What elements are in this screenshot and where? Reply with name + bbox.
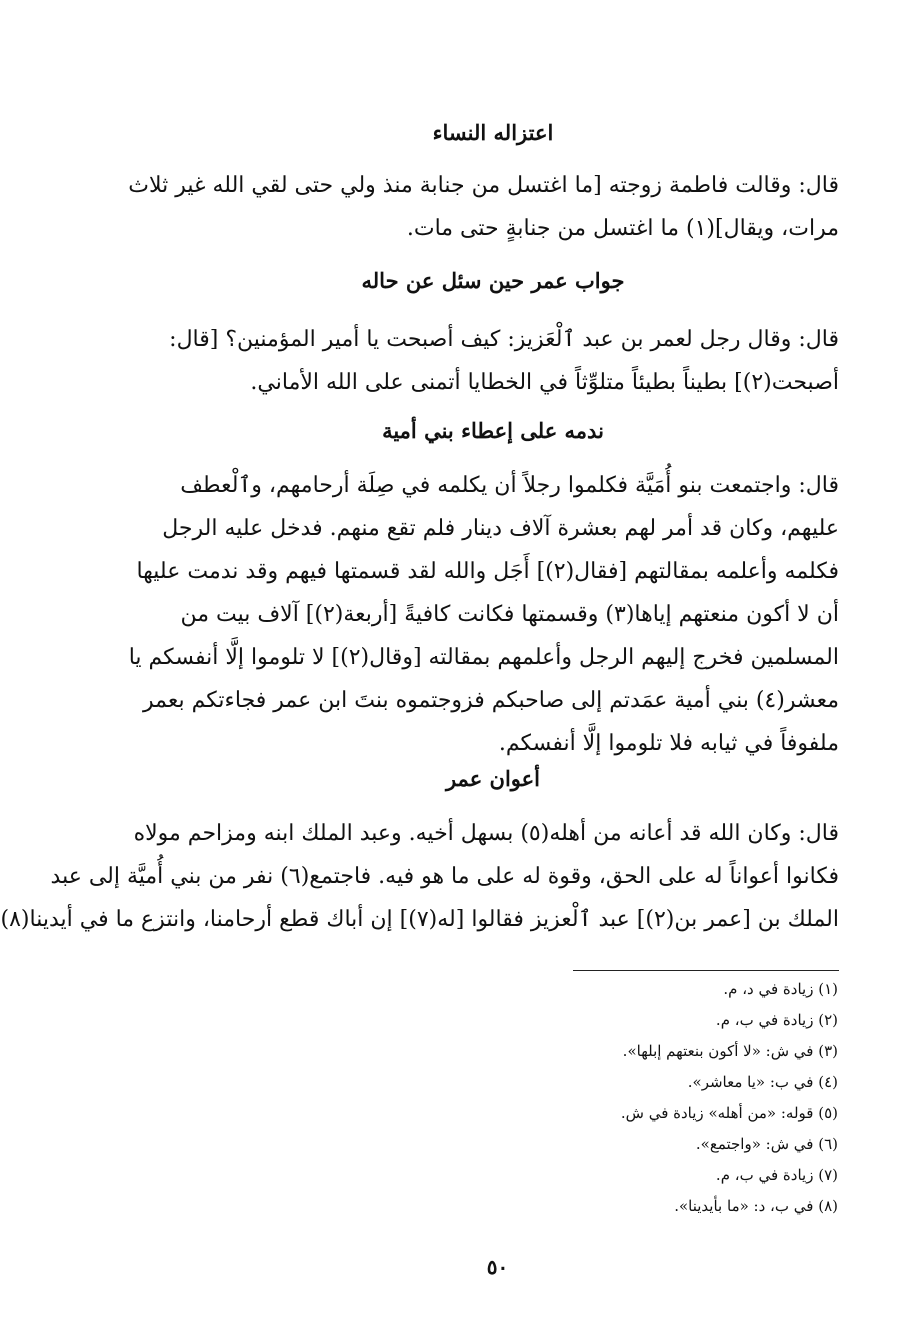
section-heading: اعتزاله النساء — [432, 120, 554, 145]
paragraph — [0, 812, 839, 941]
text-line: الملك بن [عمر بن(٢)] عبد ٱلْعزيز فقالوا [له(٧)] إن أباك قطع أرحامنا، وانتزع ما في أيدينا(٨) — [0, 907, 839, 932]
page-number: ٥٠ — [486, 1255, 509, 1279]
section-heading: أعوان عمر — [445, 766, 541, 791]
text-line: ملفوفاً في ثيابه فلا تلوموا إلَّا أنفسكم. — [498, 731, 839, 756]
text-line: أصبحت(٢)] بطيناً بطيئاً متلوِّثاً في الخطايا أتمنى على الله الأماني. — [250, 370, 839, 395]
text-line: مرات، ويقال](١) ما اغتسل من جنابةٍ حتى مات. — [406, 216, 839, 241]
footnote: (٧) زيادة في ب، م. — [715, 1166, 838, 1184]
footnote: (١) زيادة في د، م. — [723, 980, 838, 998]
text-line: فكانوا أعواناً له على الحق، وقوة له على ما هو فيه. فاجتمع(٦) نفر من بني أُميَّة إلى عبد — [50, 864, 839, 889]
text-line: عليهم، وكان قد أمر لهم بعشرة آلاف دينار فلم تقع منهم. فدخل عليه الرجل — [162, 516, 839, 541]
paragraph — [128, 464, 839, 765]
text-line: فكلمه وأعلمه بمقالتهم [فقال(٢)] أَجَل والله لقد قسمتها فيهم وقد ندمت عليها — [136, 559, 839, 584]
text-line: قال: وقالت فاطمة زوجته [ما اغتسل من جنابة منذ ولي حتى لقي الله غير ثلاث — [128, 173, 839, 198]
footnotes — [438, 974, 838, 1222]
footnote: (٤) في ب: «يا معاشر». — [687, 1073, 838, 1091]
text-line: قال: واجتمعت بنو أُمَيَّة فكلموا رجلاً أن يكلمه في صِلَة أرحامهم، وٱلْعطف — [180, 473, 839, 498]
footnote: (٣) في ش: «لا أكون بنعتهم إبلها». — [622, 1042, 838, 1060]
footnote: (٨) في ب، د: «ما بأيدينا». — [674, 1197, 838, 1215]
text-line: قال: وكان الله قد أعانه من أهله(٥) بسهل أخيه. وعبد الملك ابنه ومزاحم مولاه — [133, 821, 839, 846]
footnote-divider — [573, 970, 839, 971]
text-line: معشر(٤) بني أمية عمَدتم إلى صاحبكم فزوجتموه بنتَ ابن عمر فجاءتكم بعمر — [143, 688, 839, 713]
footnote: (٥) قوله: «من أهله» زيادة في ش. — [620, 1104, 838, 1122]
text-line: أن لا أكون منعتهم إياها(٣) وقسمتها فكانت كافيةً [أربعة(٢)] آلاف بيت من — [180, 602, 839, 627]
footnote: (٦) في ش: «واجتمع». — [695, 1135, 838, 1153]
section-heading: جواب عمر حين سئل عن حاله — [361, 268, 625, 293]
footnote: (٢) زيادة في ب، م. — [715, 1011, 838, 1029]
section-heading: ندمه على إعطاء بني أمية — [382, 418, 604, 443]
paragraph — [147, 318, 839, 404]
text-line: المسلمين فخرج إليهم الرجل وأعلمهم بمقالته [وقال(٢)] لا تلوموا إلَّا أنفسكم يا — [128, 645, 839, 670]
paragraph — [128, 164, 839, 250]
text-line: قال: وقال رجل لعمر بن عبد ٱلْعَزيز: كيف أصبحت يا أمير المؤمنين؟ [قال: — [169, 327, 839, 352]
